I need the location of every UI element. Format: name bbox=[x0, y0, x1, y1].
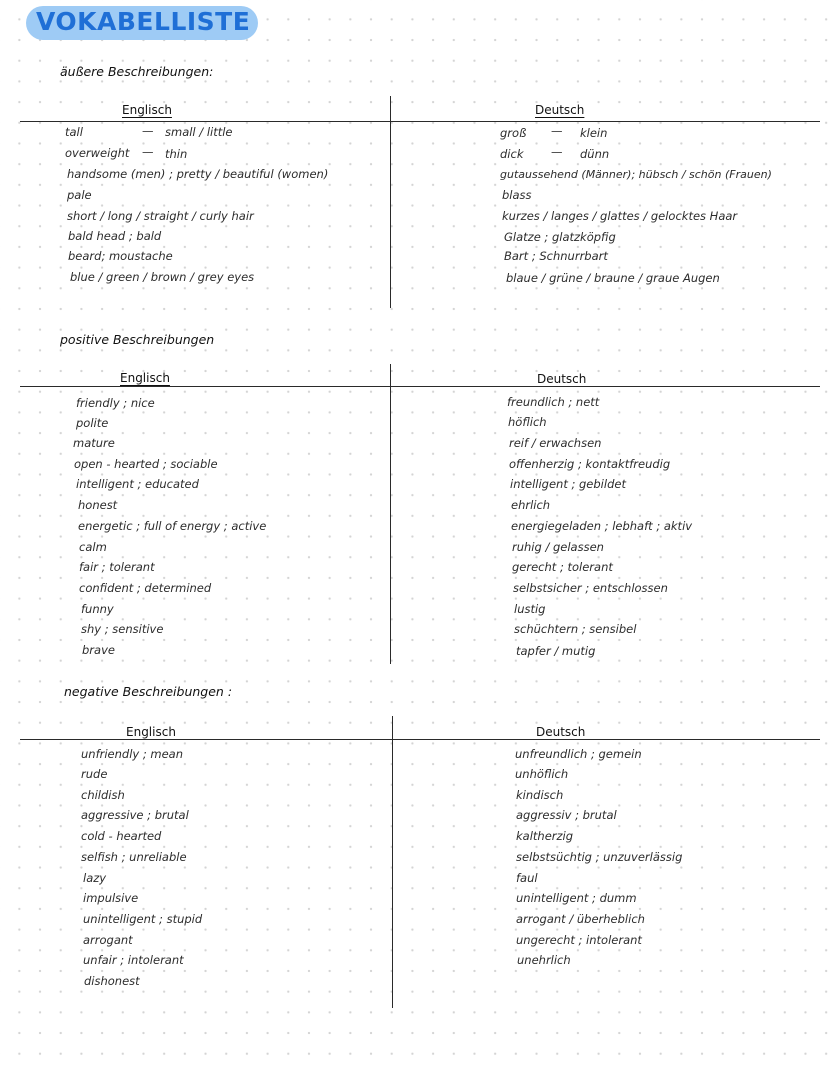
vocab-de: lustig bbox=[514, 602, 546, 616]
vocab-en: confident ; determined bbox=[79, 581, 212, 595]
vocab-en: pale bbox=[67, 188, 92, 202]
vocab-en: childish bbox=[81, 788, 125, 802]
vocab-en: aggressive ; brutal bbox=[81, 808, 189, 822]
vocab-de: unintelligent ; dumm bbox=[516, 891, 637, 905]
vocab-de: gutaussehend (Männer); hübsch / schön (Frauen) bbox=[500, 168, 772, 181]
column-header-english: Englisch bbox=[126, 725, 176, 739]
vocab-de: reif / erwachsen bbox=[509, 436, 602, 450]
vocab-en: unfriendly ; mean bbox=[81, 747, 184, 761]
vocab-de: unfreundlich ; gemein bbox=[515, 747, 642, 761]
vocab-de: tapfer / mutig bbox=[516, 644, 596, 658]
vocab-en: mature bbox=[73, 436, 115, 450]
vocab-en: friendly ; nice bbox=[76, 396, 155, 410]
dash-separator: — bbox=[551, 145, 563, 159]
vocab-en: honest bbox=[78, 498, 118, 512]
table-divider bbox=[390, 364, 391, 664]
vocab-de: ehrlich bbox=[511, 498, 551, 512]
dash-separator: — bbox=[142, 145, 154, 159]
column-header-english: Englisch bbox=[122, 103, 172, 117]
vocab-en: beard; moustache bbox=[68, 249, 173, 263]
vocab-en: cold - hearted bbox=[81, 829, 162, 843]
vocab-de: aggressiv ; brutal bbox=[516, 808, 617, 822]
vocab-en: brave bbox=[82, 643, 115, 657]
vocab-en: dishonest bbox=[84, 974, 140, 988]
vocab-en: impulsive bbox=[83, 891, 139, 905]
table-divider bbox=[390, 96, 391, 308]
vocab-de: intelligent ; gebildet bbox=[510, 477, 626, 491]
vocab-en: tall bbox=[65, 125, 83, 139]
vocab-de: Bart ; Schnurrbart bbox=[504, 249, 608, 263]
vocab-de: kurzes / langes / glattes / gelocktes Haar bbox=[502, 209, 738, 223]
vocab-de: klein bbox=[580, 126, 608, 140]
vocab-de: kaltherzig bbox=[516, 829, 574, 843]
vocab-en: unfair ; intolerant bbox=[83, 953, 184, 967]
column-header-german: Deutsch bbox=[536, 725, 586, 739]
vocab-de: schüchtern ; sensibel bbox=[514, 622, 637, 636]
vocab-de: höflich bbox=[508, 415, 547, 429]
vocab-en: bald head ; bald bbox=[68, 229, 162, 243]
vocab-en: funny bbox=[81, 602, 114, 616]
vocab-de: dünn bbox=[580, 147, 610, 161]
vocab-en: unintelligent ; stupid bbox=[83, 912, 203, 926]
section-title-positive: positive Beschreibungen bbox=[60, 332, 215, 347]
table-divider bbox=[392, 716, 393, 1008]
vocab-de: blaue / grüne / braune / graue Augen bbox=[506, 271, 720, 285]
vocab-en: calm bbox=[79, 540, 107, 554]
table-header-line bbox=[20, 121, 820, 122]
vocab-de: unehrlich bbox=[517, 953, 571, 967]
vocab-de: freundlich ; nett bbox=[507, 395, 600, 409]
vocab-de: unhöflich bbox=[515, 767, 569, 781]
vocab-de: Glatze ; glatzköpfig bbox=[504, 230, 616, 244]
vocab-en: arrogant bbox=[83, 933, 133, 947]
vocab-de: offenherzig ; kontaktfreudig bbox=[509, 457, 671, 471]
vocab-en: fair ; tolerant bbox=[79, 560, 155, 574]
vocab-en: rude bbox=[81, 767, 108, 781]
vocab-de: energiegeladen ; lebhaft ; aktiv bbox=[511, 519, 693, 533]
vocab-en: open - hearted ; sociable bbox=[74, 457, 218, 471]
vocab-de: blass bbox=[502, 188, 532, 202]
vocab-de: kindisch bbox=[516, 788, 564, 802]
table-header-line bbox=[20, 739, 820, 740]
vocab-de: ungerecht ; intolerant bbox=[516, 933, 642, 947]
section-title-outer: äußere Beschreibungen: bbox=[60, 64, 214, 79]
vocab-de: gerecht ; tolerant bbox=[512, 560, 613, 574]
vocab-de: ruhig / gelassen bbox=[512, 540, 604, 554]
vocab-de: groß bbox=[500, 126, 527, 140]
vocab-de: dick bbox=[500, 147, 524, 161]
column-header-german: Deutsch bbox=[537, 372, 587, 386]
vocab-en: lazy bbox=[83, 871, 107, 885]
vocab-en: thin bbox=[165, 147, 188, 161]
section-title-negative: negative Beschreibungen : bbox=[64, 684, 233, 699]
page-title: VOKABELLISTE bbox=[36, 7, 251, 36]
column-header-german: Deutsch bbox=[535, 103, 585, 117]
dash-separator: — bbox=[142, 124, 154, 138]
table-header-line bbox=[20, 386, 820, 387]
vocab-en: blue / green / brown / grey eyes bbox=[70, 270, 255, 284]
vocab-en: overweight bbox=[65, 146, 130, 160]
vocab-de: selbstsüchtig ; unzuverlässig bbox=[516, 850, 683, 864]
vocab-en: short / long / straight / curly hair bbox=[67, 209, 254, 223]
column-header-english: Englisch bbox=[120, 371, 170, 385]
dash-separator: — bbox=[551, 124, 563, 138]
vocab-en: polite bbox=[76, 416, 109, 430]
vocab-en: small / little bbox=[165, 125, 233, 139]
vocab-de: faul bbox=[516, 871, 538, 885]
vocab-en: selfish ; unreliable bbox=[81, 850, 187, 864]
vocab-en: intelligent ; educated bbox=[76, 477, 199, 491]
vocab-en: shy ; sensitive bbox=[81, 622, 164, 636]
vocab-en: handsome (men) ; pretty / beautiful (women) bbox=[67, 167, 329, 181]
vocab-en: energetic ; full of energy ; active bbox=[78, 519, 267, 533]
vocab-de: selbstsicher ; entschlossen bbox=[513, 581, 668, 595]
vocab-de: arrogant / überheblich bbox=[516, 912, 645, 926]
